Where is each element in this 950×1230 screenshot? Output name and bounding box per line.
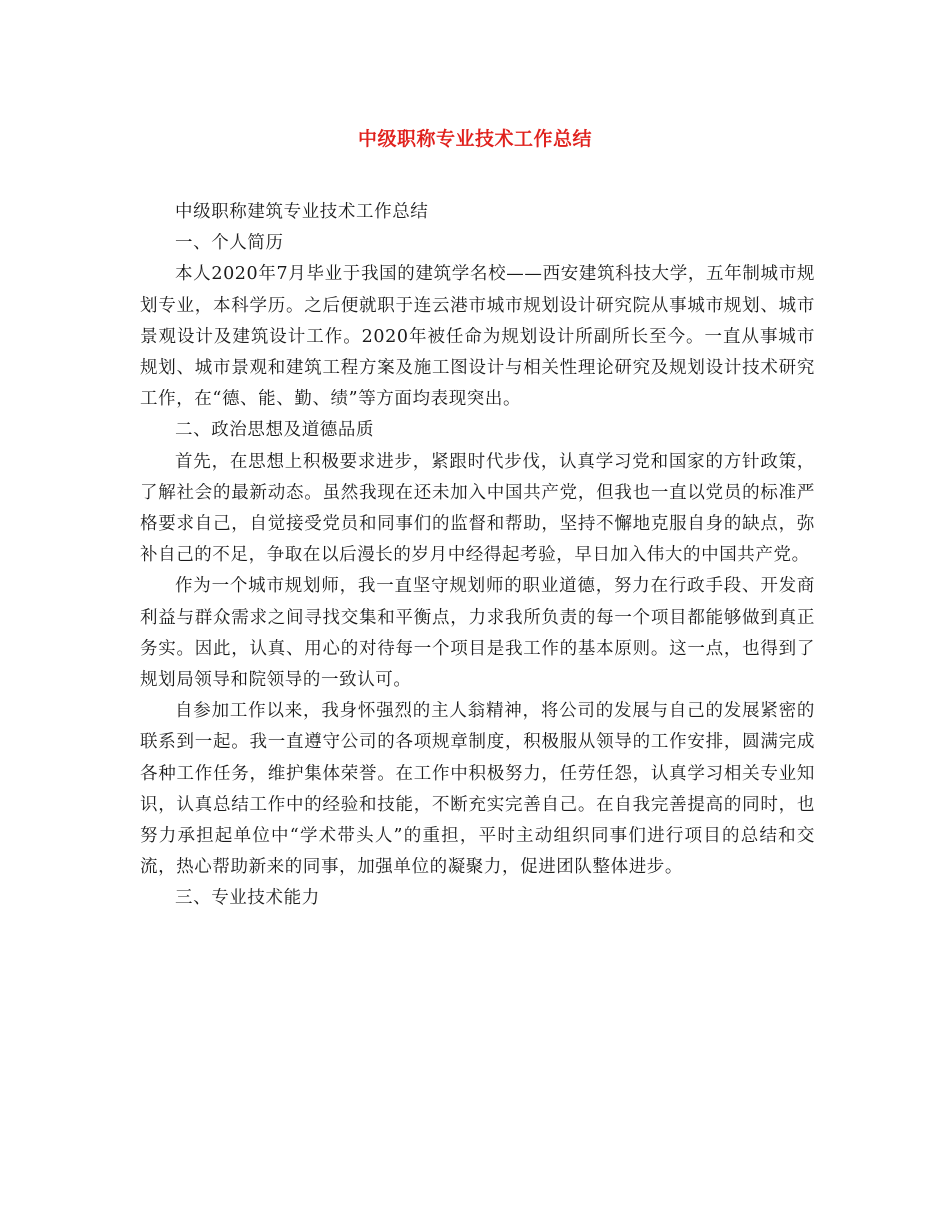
- document-title: 中级职称专业技术工作总结: [357, 128, 592, 150]
- section-heading-ethics: 二、政治思想及道德品质: [175, 420, 375, 441]
- document-body: [140, 197, 815, 915]
- section-heading-resume: 一、个人简历: [175, 233, 284, 254]
- document-subtitle: 中级职称建筑专业技术工作总结: [175, 202, 429, 222]
- section-heading-skills: 三、专业技术能力: [175, 888, 320, 909]
- paragraph-ethics-1: 首先，在思想上积极要求进步，紧跟时代步伐，认真学习党和国家的方针政策，了解社会的最新动态。虽然我现在还未加入中国共产党，但我也一直以党员的标准严格要求自己，自觉接受党员和同事们的监督和帮助，坚持不懈地克服自身的缺点，弥补自己的不足，争取在以后漫长的岁月中经得起考验，早日加入伟大的中国共产党。: [140, 451, 815, 566]
- paragraph-resume: 本人2020年7月毕业于我国的建筑学名校——西安建筑科技大学，五年制城市规划专业，本科学历。之后便就职于连云港市城市规划设计研究院从事城市规划、城市景观设计及建筑设计工作。2020年被任命为规划设计所副所长至今。一直从事城市规划、城市景观和建筑工程方案及施工图设计与相关性理论研究及规划设计技术研究工作，在“德、能、勤、绩”等方面均表现突出。: [140, 264, 815, 410]
- paragraph-ethics-3: 自参加工作以来，我身怀强烈的主人翁精神，将公司的发展与自己的发展紧密的联系到一起。我一直遵守公司的各项规章制度，积极服从领导的工作安排，圆满完成各种工作任务，维护集体荣誉。在工作中积极努力，任劳任怨，认真学习相关专业知识，认真总结工作中的经验和技能，不断充实完善自己。在自我完善提高的同时，也努力承担起单位中“学术带头人”的重担，平时主动组织同事们进行项目的总结和交流，热心帮助新来的同事，加强单位的凝聚力，促进团队整体进步。: [140, 701, 815, 878]
- paragraph-ethics-2: 作为一个城市规划师，我一直坚守规划师的职业道德，努力在行政手段、开发商利益与群众需求之间寻找交集和平衡点，力求我所负责的每一个项目都能够做到真正务实。因此，认真、用心的对待每一个项目是我工作的基本原则。这一点，也得到了规划局领导和院领导的一致认可。: [140, 576, 815, 691]
